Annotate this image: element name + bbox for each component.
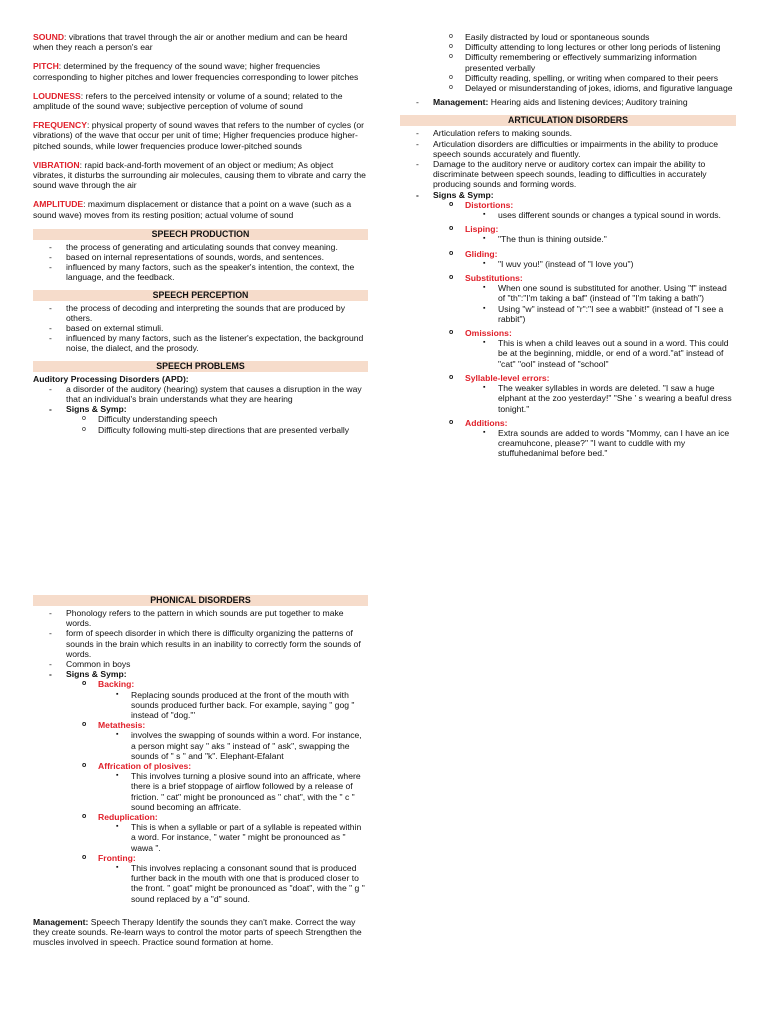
- definition-amplitude: AMPLITUDE: maximum displacement or distance that a point on a wave (such as a sound wave) moves from its resting position; actual volume of sound: [33, 199, 352, 220]
- list-item: - based on external stimuli.: [49, 323, 164, 334]
- list-item: ▪ "The thun is thining outside.": [483, 234, 607, 245]
- phonical-type-metathesis: o Metathesis:: [82, 720, 146, 731]
- list-item: - Articulation refers to making sounds.: [416, 128, 572, 139]
- list-item: o Difficulty understanding speech: [82, 414, 218, 425]
- list-item: - the process of generating and articulating sounds that convey meaning.: [49, 241, 338, 252]
- list-item: ▪ This is when a syllable or part of a syllable is repeated within a word. For instance, " water " might be pronounced as " wawa ".: [116, 822, 362, 853]
- list-item: - based on internal representations of sounds, words, and sentences.: [49, 252, 324, 263]
- phonical-type-backing: o Backing:: [82, 679, 135, 690]
- signs-label: - Signs & Symp:: [49, 404, 127, 415]
- list-item: ▪ Extra sounds are added to words "Mommy, can I have an ice creamuhcone, please?" "I want to cuddle with my stuffuhedanimal before bed.": [483, 427, 730, 459]
- list-item: o Delayed or misunderstanding of jokes, idioms, and figurative language: [449, 83, 733, 94]
- list-item: ▪ involves the swapping of sounds within a word. For instance, a person might say " aks " instead of " ask", swapping the sounds of " s " and "k". Elephant-Efalant: [116, 730, 362, 761]
- left-column-top: [33, 32, 368, 435]
- definition-sound: SOUND: vibrations that travel through the air or another medium and can be heard when they reach a person's ear: [33, 32, 348, 53]
- list-item: - Articulation disorders are difficulties or impairments in the ability to produce speech sounds accurately and fluently.: [416, 138, 718, 159]
- phonical-type-affrication: o Affrication of plosives:: [82, 761, 192, 772]
- right-column: [400, 32, 736, 459]
- speech-problems-header: SPEECH PROBLEMS: [33, 361, 368, 372]
- list-item: o Easily distracted by loud or spontaneous sounds: [449, 32, 650, 42]
- articulation-type-distortions: o Distortions:: [449, 199, 514, 210]
- signs-label: - Signs & Symp:: [416, 189, 494, 200]
- articulation-type-omissions: o Omissions:: [449, 328, 512, 339]
- definition-vibration: VIBRATION: rapid back-and-forth movement of an object or medium; As object vibrates, it disturbs the surrounding air molecules, causing them to vibrate and carry the sound wave through the air: [33, 159, 366, 191]
- list-item: o Difficulty following multi-step directions that are presented verbally: [82, 424, 350, 435]
- articulation-type-additions: o Additions:: [449, 417, 508, 428]
- articulation-disorders-header: ARTICULATION DISORDERS: [400, 115, 736, 126]
- list-item: - Damage to the auditory nerve or auditory cortex can impair the ability to discriminate between speech sounds, leading to difficulties in accurately producing sounds and forming words.: [416, 159, 707, 190]
- signs-label: - Signs & Symp:: [49, 669, 127, 680]
- list-item: o Difficulty remembering or effectively summarizing information presented verbally: [449, 52, 697, 73]
- list-item: - form of speech disorder in which there is difficulty organizing the patterns of sounds in the brain which results in an inability to correctly form the sounds of words.: [49, 628, 361, 659]
- left-column-bottom: [33, 590, 368, 948]
- list-item: ▪ The weaker syllables in words are deleted. "I saw a huge elphant at the zoo yesterday!" "She ' s wearing a beaful dress tonight.": [483, 383, 732, 414]
- speech-production-header: SPEECH PRODUCTION: [33, 229, 368, 240]
- list-item: - influenced by many factors, such as the listener's expectation, the background noise, the dialect, and the prosody.: [49, 333, 364, 354]
- list-item: ▪ This is when a child leaves out a sound in a word. This could be at the beginning, middle, or end of a word."at" instead of "cat" "ool" instead of "school": [483, 338, 729, 369]
- list-item: ▪ "I wuv you!" (instead of "I love you"): [483, 258, 634, 269]
- list-item: - a disorder of the auditory (hearing) system that causes a disruption in the way that an individual's brain understands what they are hearing: [49, 383, 362, 405]
- phonical-management: Management: Speech Therapy Identify the sounds they can't make. Correct the way they create sounds. Re-learn ways to control the motor parts of speech Strengthen the muscles involved in speech. Practice sound formation at home.: [33, 916, 362, 948]
- list-item: - influenced by many factors, such as the speaker's intention, the context, the language, and the feedback.: [49, 262, 355, 283]
- apd-management: - Management: Hearing aids and listening devices; Auditory training: [416, 97, 688, 108]
- list-item: - the process of decoding and interpreting the sounds that are produced by others.: [49, 302, 346, 323]
- apd-title: Auditory Processing Disorders (APD):: [33, 373, 189, 384]
- list-item: ▪ Replacing sounds produced at the front of the mouth with sounds produced further back. For example, saying " gog " instead of "dog."': [116, 689, 355, 721]
- articulation-type-gliding: o Gliding:: [449, 248, 498, 259]
- phonical-disorders-header: PHONICAL DISORDERS: [33, 595, 368, 606]
- definition-frequency: FREQUENCY: physical property of sound waves that refers to the number of cycles (or vibrations) of the wave that occur per unit of time; Higher frequencies produce higher-pitched sounds, while lower frequencies produce lower-pitched sounds: [33, 120, 365, 151]
- phonical-type-reduplication: o Reduplication:: [82, 812, 158, 823]
- list-item: - Common in boys: [49, 659, 131, 670]
- list-item: ▪ When one sound is substituted for another. Using "f" instead of "th":"I'm taking a baf" (instead of "I'm taking a bath"): [483, 283, 727, 304]
- phonical-type-fronting: o Fronting:: [82, 852, 136, 863]
- list-item: ▪ Using "w" instead of "r":"I see a wabbit!" (instead of "I see a rabbit"): [483, 303, 724, 324]
- articulation-type-substitutions: o Substitutions:: [449, 273, 523, 284]
- list-item: ▪ This involves turning a plosive sound into an affricate, where there is a brief stoppage of airflow followed by a release of friction. " cat" might be pronounced as " chat", with the " c " sound becoming an affricate.: [116, 771, 361, 812]
- definition-pitch: PITCH: determined by the frequency of the sound wave; higher frequencies corresponding to higher pitches and lower frequencies corresponding to lower pitches: [33, 61, 359, 82]
- list-item: o Difficulty reading, spelling, or writing when compared to their peers: [449, 72, 719, 83]
- articulation-type-syllable-level-errors: o Syllable-level errors:: [449, 372, 550, 383]
- list-item: o Difficulty attending to long lectures or other long periods of listening: [449, 42, 721, 53]
- definition-loudness: LOUDNESS: refers to the perceived intensity or volume of a sound; related to the amplitude of the sound wave; subjective perception of volume of sound: [33, 90, 343, 112]
- list-item: ▪ This involves replacing a consonant sound that is produced further back in the mouth with one that is produced closer to the front. " goat" might be pronounced as "doat", with the " g " sound replaced by a "d" sound.: [116, 863, 365, 904]
- list-item: ▪ uses different sounds or changes a typical sound in words.: [483, 210, 721, 221]
- articulation-type-lisping: o Lisping:: [449, 224, 499, 235]
- speech-perception-header: SPEECH PERCEPTION: [33, 290, 368, 301]
- list-item: - Phonology refers to the pattern in which sounds are put together to make words.: [49, 608, 344, 629]
